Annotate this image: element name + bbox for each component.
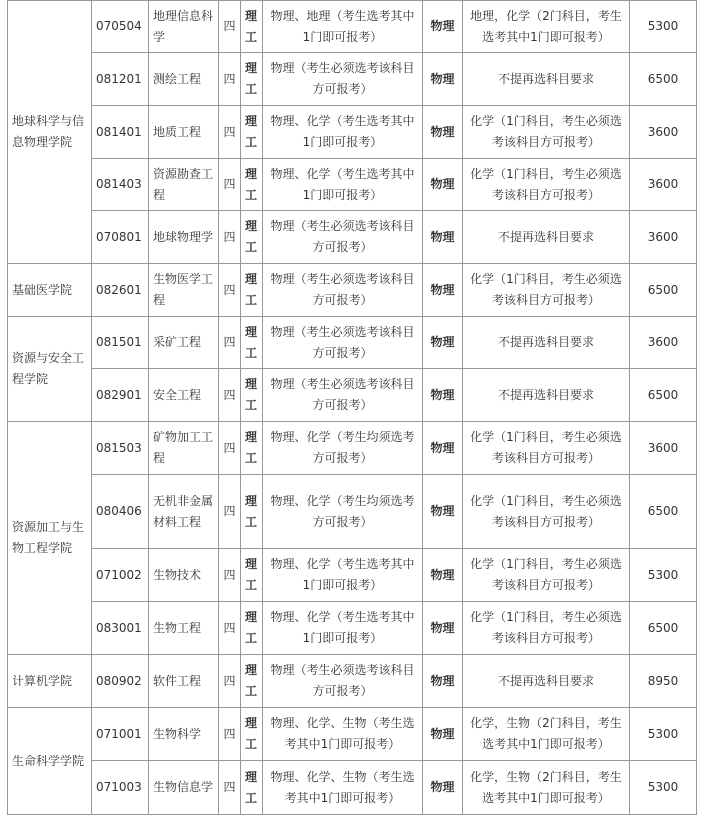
core-subject: 物理 xyxy=(423,106,463,159)
college-cell: 计算机学院 xyxy=(8,655,92,708)
tuition-fee: 5300 xyxy=(630,549,697,602)
study-years: 四 xyxy=(219,53,241,106)
subject-requirement-old: 物理（考生必须选考该科目方可报考） xyxy=(263,369,423,422)
core-subject: 物理 xyxy=(423,549,463,602)
subject-requirement-new: 不提再选科目要求 xyxy=(463,369,630,422)
subject-requirement-old: 物理（考生必须选考该科目方可报考） xyxy=(263,53,423,106)
core-subject: 物理 xyxy=(423,475,463,549)
study-years: 四 xyxy=(219,317,241,369)
major-category: 理工 xyxy=(241,549,263,602)
tuition-fee: 5300 xyxy=(630,1,697,53)
major-code: 071002 xyxy=(92,549,149,602)
major-name: 生物信息学 xyxy=(149,761,219,815)
core-subject: 物理 xyxy=(423,53,463,106)
major-category: 理工 xyxy=(241,211,263,264)
subject-requirement-new: 化学，生物（2门科目，考生选考其中1门即可报考） xyxy=(463,761,630,815)
subject-requirement-old: 物理、化学（考生选考其中1门即可报考） xyxy=(263,549,423,602)
major-name: 生物工程 xyxy=(149,602,219,655)
table-row xyxy=(8,317,697,369)
major-category: 理工 xyxy=(241,655,263,708)
subject-requirement-new: 化学（1门科目，考生必须选考该科目方可报考） xyxy=(463,159,630,211)
tuition-fee: 3600 xyxy=(630,159,697,211)
tuition-fee: 3600 xyxy=(630,106,697,159)
table-row xyxy=(8,422,697,475)
table-row xyxy=(8,549,697,602)
subject-requirement-old: 物理、化学（考生选考其中1门即可报考） xyxy=(263,602,423,655)
subject-requirement-old: 物理、地理（考生选考其中1门即可报考） xyxy=(263,1,423,53)
table-row xyxy=(8,264,697,317)
study-years: 四 xyxy=(219,1,241,53)
major-code: 081201 xyxy=(92,53,149,106)
major-name: 矿物加工工程 xyxy=(149,422,219,475)
major-category: 理工 xyxy=(241,761,263,815)
major-code: 070801 xyxy=(92,211,149,264)
table-row xyxy=(8,708,697,761)
major-category: 理工 xyxy=(241,53,263,106)
major-code: 070504 xyxy=(92,1,149,53)
major-code: 082901 xyxy=(92,369,149,422)
table-body xyxy=(8,1,697,815)
study-years: 四 xyxy=(219,106,241,159)
subject-requirement-new: 不提再选科目要求 xyxy=(463,655,630,708)
subject-requirement-new: 不提再选科目要求 xyxy=(463,317,630,369)
subject-requirement-old: 物理（考生必须选考该科目方可报考） xyxy=(263,655,423,708)
major-code: 083001 xyxy=(92,602,149,655)
core-subject: 物理 xyxy=(423,369,463,422)
subject-requirement-new: 化学（1门科目，考生必须选考该科目方可报考） xyxy=(463,549,630,602)
major-category: 理工 xyxy=(241,422,263,475)
major-name: 安全工程 xyxy=(149,369,219,422)
core-subject: 物理 xyxy=(423,422,463,475)
major-category: 理工 xyxy=(241,475,263,549)
major-code: 071003 xyxy=(92,761,149,815)
study-years: 四 xyxy=(219,422,241,475)
college-cell: 地球科学与信息物理学院 xyxy=(8,1,92,264)
major-name: 生物科学 xyxy=(149,708,219,761)
subject-requirement-old: 物理（考生必须选考该科目方可报考） xyxy=(263,211,423,264)
core-subject: 物理 xyxy=(423,655,463,708)
subject-requirement-new: 化学（1门科目，考生必须选考该科目方可报考） xyxy=(463,106,630,159)
study-years: 四 xyxy=(219,264,241,317)
tuition-fee: 6500 xyxy=(630,475,697,549)
subject-requirement-new: 不提再选科目要求 xyxy=(463,211,630,264)
core-subject: 物理 xyxy=(423,264,463,317)
college-cell: 生命科学学院 xyxy=(8,708,92,815)
subject-requirement-old: 物理、化学（考生均须选考方可报考） xyxy=(263,422,423,475)
major-code: 081401 xyxy=(92,106,149,159)
tuition-fee: 6500 xyxy=(630,602,697,655)
subject-requirement-new: 化学（1门科目，考生必须选考该科目方可报考） xyxy=(463,422,630,475)
subject-requirement-new: 不提再选科目要求 xyxy=(463,53,630,106)
college-cell: 基础医学院 xyxy=(8,264,92,317)
tuition-fee: 3600 xyxy=(630,211,697,264)
study-years: 四 xyxy=(219,655,241,708)
tuition-fee: 6500 xyxy=(630,264,697,317)
table-row xyxy=(8,159,697,211)
subject-requirement-old: 物理、化学（考生均须选考方可报考） xyxy=(263,475,423,549)
subject-requirement-new: 化学（1门科目，考生必须选考该科目方可报考） xyxy=(463,264,630,317)
core-subject: 物理 xyxy=(423,602,463,655)
tuition-fee: 3600 xyxy=(630,317,697,369)
core-subject: 物理 xyxy=(423,159,463,211)
tuition-fee: 5300 xyxy=(630,761,697,815)
tuition-fee: 6500 xyxy=(630,369,697,422)
study-years: 四 xyxy=(219,708,241,761)
table-row xyxy=(8,761,697,815)
subject-requirement-new: 地理，化学（2门科目，考生选考其中1门即可报考） xyxy=(463,1,630,53)
core-subject: 物理 xyxy=(423,317,463,369)
study-years: 四 xyxy=(219,549,241,602)
major-category: 理工 xyxy=(241,602,263,655)
major-category: 理工 xyxy=(241,369,263,422)
major-code: 071001 xyxy=(92,708,149,761)
major-name: 资源勘查工程 xyxy=(149,159,219,211)
tuition-fee: 8950 xyxy=(630,655,697,708)
core-subject: 物理 xyxy=(423,708,463,761)
tuition-fee: 6500 xyxy=(630,53,697,106)
study-years: 四 xyxy=(219,159,241,211)
major-name: 地理信息科学 xyxy=(149,1,219,53)
subject-requirement-old: 物理、化学、生物（考生选考其中1门即可报考） xyxy=(263,761,423,815)
tuition-fee: 5300 xyxy=(630,708,697,761)
major-name: 生物技术 xyxy=(149,549,219,602)
table-row xyxy=(8,655,697,708)
major-name: 软件工程 xyxy=(149,655,219,708)
major-category: 理工 xyxy=(241,1,263,53)
major-name: 生物医学工程 xyxy=(149,264,219,317)
major-name: 采矿工程 xyxy=(149,317,219,369)
major-category: 理工 xyxy=(241,708,263,761)
major-name: 地球物理学 xyxy=(149,211,219,264)
study-years: 四 xyxy=(219,602,241,655)
table-row xyxy=(8,211,697,264)
subject-requirement-old: 物理、化学（考生选考其中1门即可报考） xyxy=(263,159,423,211)
table-row xyxy=(8,602,697,655)
major-code: 080902 xyxy=(92,655,149,708)
admission-table xyxy=(7,0,697,815)
major-name: 无机非金属材料工程 xyxy=(149,475,219,549)
subject-requirement-old: 物理（考生必须选考该科目方可报考） xyxy=(263,317,423,369)
core-subject: 物理 xyxy=(423,1,463,53)
table-row xyxy=(8,369,697,422)
subject-requirement-new: 化学（1门科目，考生必须选考该科目方可报考） xyxy=(463,475,630,549)
table-row xyxy=(8,475,697,549)
major-category: 理工 xyxy=(241,106,263,159)
subject-requirement-new: 化学，生物（2门科目，考生选考其中1门即可报考） xyxy=(463,708,630,761)
study-years: 四 xyxy=(219,211,241,264)
table-row xyxy=(8,106,697,159)
major-code: 081503 xyxy=(92,422,149,475)
major-code: 081403 xyxy=(92,159,149,211)
subject-requirement-old: 物理（考生必须选考该科目方可报考） xyxy=(263,264,423,317)
subject-requirement-old: 物理、化学（考生选考其中1门即可报考） xyxy=(263,106,423,159)
study-years: 四 xyxy=(219,475,241,549)
college-cell: 资源与安全工程学院 xyxy=(8,317,92,422)
major-name: 测绘工程 xyxy=(149,53,219,106)
subject-requirement-old: 物理、化学、生物（考生选考其中1门即可报考） xyxy=(263,708,423,761)
college-cell: 资源加工与生物工程学院 xyxy=(8,422,92,655)
table-row xyxy=(8,53,697,106)
major-code: 081501 xyxy=(92,317,149,369)
core-subject: 物理 xyxy=(423,211,463,264)
major-category: 理工 xyxy=(241,317,263,369)
study-years: 四 xyxy=(219,369,241,422)
major-category: 理工 xyxy=(241,264,263,317)
major-code: 080406 xyxy=(92,475,149,549)
table-row xyxy=(8,1,697,53)
subject-requirement-new: 化学（1门科目，考生必须选考该科目方可报考） xyxy=(463,602,630,655)
major-name: 地质工程 xyxy=(149,106,219,159)
study-years: 四 xyxy=(219,761,241,815)
major-code: 082601 xyxy=(92,264,149,317)
major-category: 理工 xyxy=(241,159,263,211)
tuition-fee: 3600 xyxy=(630,422,697,475)
core-subject: 物理 xyxy=(423,761,463,815)
